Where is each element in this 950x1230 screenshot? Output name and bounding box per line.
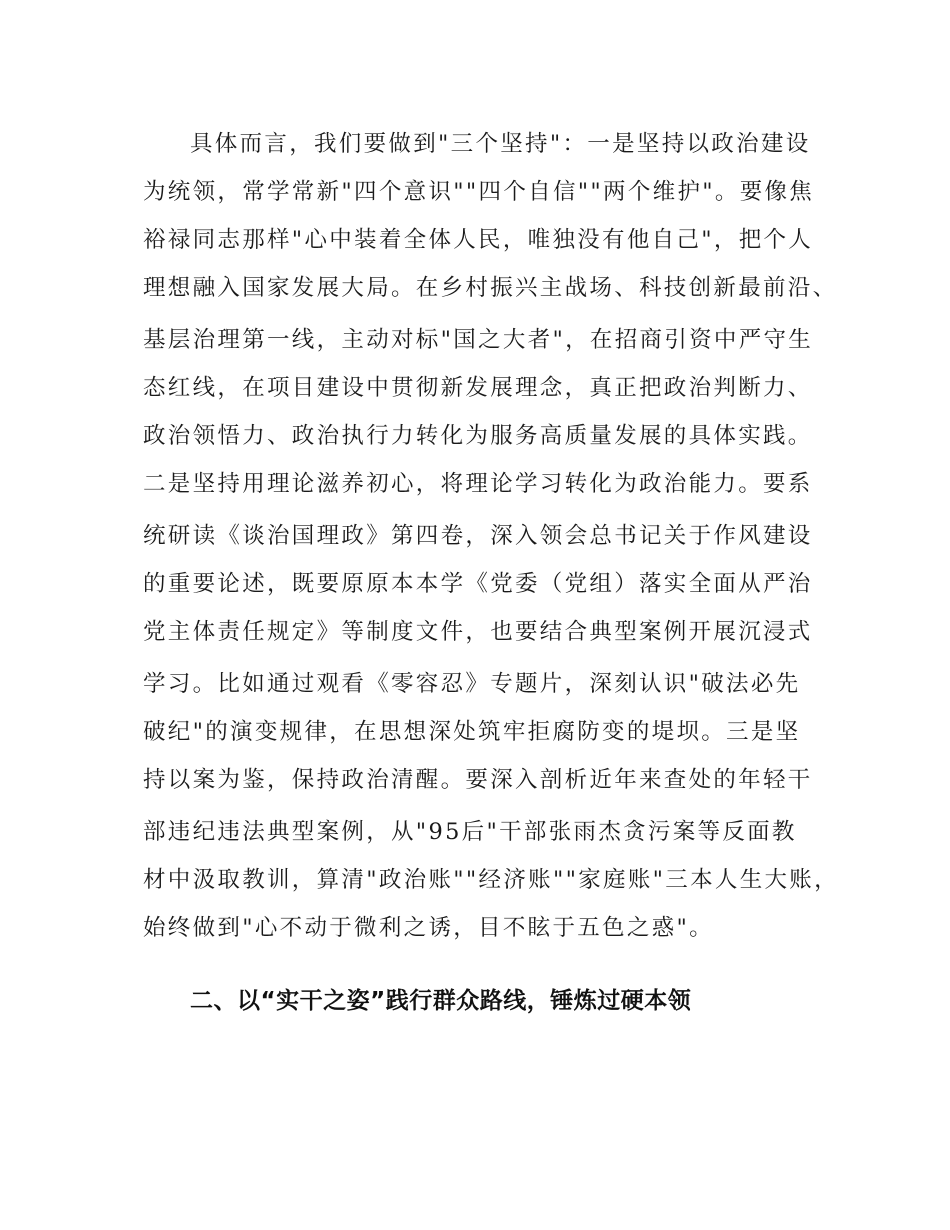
paragraph-line: 裕禄同志那样"心中装着全体人民，唯独没有他自己"，把个人 [143,227,814,253]
paragraph-line: 党主体责任规定》等制度文件，也要结合典型案例开展沉浸式 [143,619,813,645]
paragraph-line: 破纪"的演变规律，在思想深处筑牢拒腐防变的堤坝。三是坚 [143,719,801,745]
paragraph-line: 始终做到"心不动于微利之诱，目不眩于五色之惑"。 [143,915,714,941]
paragraph-line: 二是坚持用理论滋养初心，将理论学习转化为政治能力。要系 [143,471,813,497]
paragraph-line: 基层治理第一线，主动对标"国之大者"，在招商引资中严守生 [143,327,814,353]
paragraph-line: 学习。比如通过观看《零容忍》专题片，深刻认识"破法必先 [143,671,801,697]
paragraph-line: 持以案为鉴，保持政治清醒。要深入剖析近年来查处的年轻干 [143,767,813,793]
section-heading: 二、以“实干之姿”践行群众路线，锤炼过硬本领 [190,988,692,1014]
paragraph-line: 部违纪违法典型案例，从"95后"干部张雨杰贪污案等反面教 [143,819,797,845]
paragraph-line: 具体而言，我们要做到"三个坚持"：一是坚持以政治建设 [190,131,811,157]
paragraph-line: 态红线，在项目建设中贯彻新发展理念，真正把政治判断力、 [143,375,813,401]
paragraph-line: 材中汲取教训，算清"政治账""经济账""家庭账"三本人生大账， [143,867,839,893]
paragraph-line: 为统领，常学常新"四个意识""四个自信""两个维护"。要像焦 [143,179,815,205]
paragraph-line: 理想融入国家发展大局。在乡村振兴主战场、科技创新最前沿、 [143,275,838,301]
paragraph-line: 的重要论述，既要原原本本学《党委（党组）落实全面从严治 [143,571,813,597]
paragraph-line: 政治领悟力、政治执行力转化为服务高质量发展的具体实践。 [143,423,813,449]
paragraph-line: 统研读《谈治国理政》第四卷，深入领会总书记关于作风建设 [143,523,813,549]
